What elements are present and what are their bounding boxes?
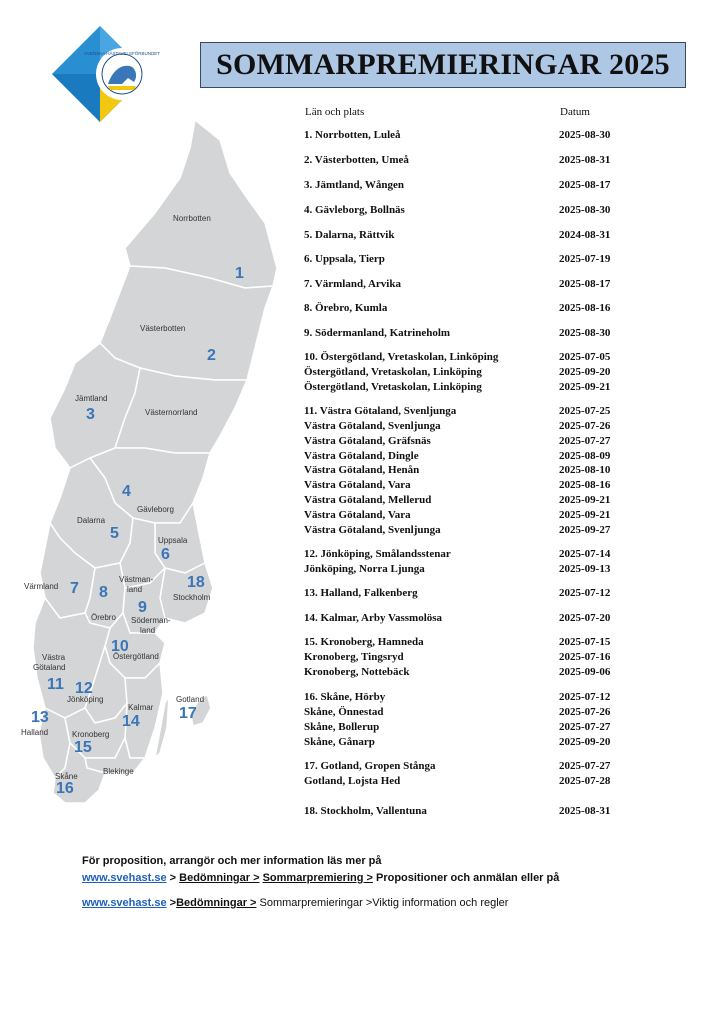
- table-row: [304, 228, 624, 243]
- map-label-blekinge: Blekinge: [103, 767, 134, 776]
- row-place: Skåne, Önnestad: [304, 706, 384, 718]
- map-label-uppsala: Uppsala: [158, 536, 188, 545]
- row-place: 5. Dalarna, Rättvik: [304, 229, 395, 241]
- map-label-kronoberg: Kronoberg: [72, 730, 110, 739]
- map-label-stockholm: Stockholm: [173, 593, 211, 602]
- map-number-4: 4: [122, 483, 131, 500]
- breadcrumb-separator: >: [166, 897, 177, 909]
- table-row: [304, 523, 624, 538]
- row-date: 2025-07-27: [559, 435, 611, 447]
- table-row: [304, 178, 624, 193]
- footer-intro: För proposition, arrangör och mer information läs mer på: [82, 855, 382, 867]
- table-row: [304, 449, 624, 464]
- map-number-15: 15: [74, 739, 92, 756]
- map-number-5: 5: [110, 525, 119, 542]
- table-row: [304, 804, 624, 819]
- table-row: [304, 277, 624, 292]
- row-date: 2025-07-25: [559, 405, 611, 417]
- title-box: [200, 42, 686, 88]
- footer-tail: Propositioner och anmälan eller på: [372, 872, 560, 884]
- map-number-13: 13: [31, 709, 49, 726]
- sommarpremiering-link[interactable]: Sommarpremiering >: [262, 872, 373, 884]
- row-date: 2024-08-31: [559, 229, 611, 241]
- row-date: 2025-09-21: [559, 509, 611, 521]
- row-date: 2025-08-30: [559, 129, 611, 141]
- table-row: [304, 326, 624, 341]
- row-date: 2025-07-28: [559, 775, 611, 787]
- table-row: [304, 434, 624, 449]
- row-place: 18. Stockholm, Vallentuna: [304, 805, 427, 817]
- table-row: [304, 203, 624, 218]
- map-label-vastmanland-2: land: [127, 585, 143, 594]
- logo-ring-text: SVENSKA HÄSTAVELSFÖRBUNDET: [83, 51, 161, 56]
- row-place: 10. Östergötland, Vretaskolan, Linköping: [304, 351, 499, 363]
- row-date: 2025-08-31: [559, 805, 611, 817]
- table-row: [304, 635, 624, 650]
- row-place: 9. Södermanland, Katrineholm: [304, 327, 451, 339]
- map-label-norrbotten: Norrbotten: [173, 214, 211, 223]
- row-date: 2025-09-21: [559, 381, 611, 393]
- table-row: [304, 735, 624, 750]
- map-label-halland: Halland: [21, 728, 49, 737]
- row-date: 2025-07-05: [559, 351, 611, 363]
- row-place: 8. Örebro, Kumla: [304, 302, 388, 314]
- row-place: 6. Uppsala, Tierp: [304, 253, 385, 265]
- row-date: 2025-09-27: [559, 524, 611, 536]
- footer-line-2: [82, 872, 559, 884]
- row-place: 11. Västra Götaland, Svenljunga: [304, 405, 457, 417]
- table-row: [304, 774, 624, 789]
- row-date: 2025-09-13: [559, 563, 611, 575]
- row-date: 2025-07-27: [559, 721, 611, 733]
- row-date: 2025-08-09: [559, 450, 611, 462]
- table-row: [304, 705, 624, 720]
- svehast-link[interactable]: www.svehast.se: [82, 897, 167, 909]
- table-row: [304, 562, 624, 577]
- row-date: 2025-08-16: [559, 302, 611, 314]
- row-place: 4. Gävleborg, Bollnäs: [304, 204, 405, 216]
- map-label-vastra-1: Västra: [42, 653, 66, 662]
- row-date: 2025-07-27: [559, 760, 611, 772]
- row-date: 2025-07-26: [559, 420, 611, 432]
- footer-line-3: [82, 897, 508, 909]
- footer-tail: Sommarpremieringar >Viktig information och regler: [256, 897, 509, 909]
- table-row: [304, 586, 624, 601]
- row-place: Västra Götaland, Dingle: [304, 450, 419, 462]
- map-label-skane: Skåne: [55, 772, 78, 781]
- region-norrbotten: [125, 120, 277, 288]
- map-number-17: 17: [179, 705, 197, 722]
- row-date: 2025-09-20: [559, 736, 611, 748]
- row-date: 2025-07-16: [559, 651, 611, 663]
- row-place: Kronoberg, Tingsryd: [304, 651, 404, 663]
- map-label-kalmar: Kalmar: [128, 703, 154, 712]
- row-date: 2025-08-30: [559, 327, 611, 339]
- table-row: [304, 547, 624, 562]
- map-number-1: 1: [235, 265, 244, 282]
- map-label-jonkoping: Jönköping: [67, 695, 104, 704]
- row-date: 2025-09-21: [559, 494, 611, 506]
- row-place: Skåne, Bollerup: [304, 721, 380, 733]
- row-place: 12. Jönköping, Smålandsstenar: [304, 548, 451, 560]
- row-date: 2025-07-14: [559, 548, 611, 560]
- row-date: 2025-08-31: [559, 154, 611, 166]
- row-date: 2025-07-20: [559, 612, 611, 624]
- column-header-place: Län och plats: [305, 106, 365, 118]
- table-row: [304, 350, 624, 365]
- map-label-jamtland: Jämtland: [75, 394, 108, 403]
- map-number-11: 11: [47, 676, 64, 693]
- row-date: 2025-07-19: [559, 253, 611, 265]
- table-row: [304, 759, 624, 774]
- row-date: 2025-07-12: [559, 691, 611, 703]
- map-number-18: 18: [187, 574, 205, 591]
- row-place: Östergötland, Vretaskolan, Linköping: [304, 366, 482, 378]
- map-number-9: 9: [138, 599, 147, 616]
- table-row: [304, 478, 624, 493]
- row-date: 2025-07-12: [559, 587, 611, 599]
- row-date: 2025-08-17: [559, 278, 611, 290]
- map-number-8: 8: [99, 584, 108, 601]
- row-place: 16. Skåne, Hörby: [304, 691, 386, 703]
- map-number-2: 2: [207, 347, 216, 364]
- bedomningar-link[interactable]: Bedömningar >: [179, 872, 260, 884]
- row-date: 2025-09-06: [559, 666, 611, 678]
- row-date: 2025-07-26: [559, 706, 611, 718]
- row-place: Jönköping, Norra Ljunga: [304, 563, 425, 575]
- row-place: Östergötland, Vretaskolan, Linköping: [304, 381, 482, 393]
- bedomningar-link[interactable]: Bedömningar >: [176, 897, 257, 909]
- row-place: 7. Värmland, Arvika: [304, 278, 401, 290]
- table-row: [304, 365, 624, 380]
- table-row: [304, 720, 624, 735]
- map-label-vasterbotten: Västerbotten: [140, 324, 186, 333]
- svehast-link[interactable]: www.svehast.se: [82, 872, 167, 884]
- map-number-7: 7: [70, 580, 79, 597]
- table-row: [304, 493, 624, 508]
- row-place: Västra Götaland, Svenljunga: [304, 420, 441, 432]
- table-row: [304, 650, 624, 665]
- row-place: 15. Kronoberg, Hamneda: [304, 636, 424, 648]
- breadcrumb-separator: >: [166, 872, 180, 884]
- map-label-gavleborg: Gävleborg: [137, 505, 174, 514]
- row-date: 2025-08-17: [559, 179, 611, 191]
- map-label-varmland: Värmland: [24, 582, 59, 591]
- map-label-orebro: Örebro: [91, 613, 116, 622]
- map-label-vasternorrland: Västernorrland: [145, 408, 198, 417]
- map-number-3: 3: [86, 406, 95, 423]
- map-label-dalarna: Dalarna: [77, 516, 106, 525]
- row-place: 14. Kalmar, Arby Vassmolösa: [304, 612, 443, 624]
- row-place: 3. Jämtland, Wången: [304, 179, 405, 191]
- table-row: [304, 508, 624, 523]
- row-date: 2025-09-20: [559, 366, 611, 378]
- row-place: Kronoberg, Nottebäck: [304, 666, 410, 678]
- table-row: [304, 419, 624, 434]
- page-title: SOMMARPREMIERINGAR 2025: [216, 48, 670, 81]
- svenska-hastavelsforbundet-logo: [48, 24, 161, 128]
- table-row: [304, 128, 624, 143]
- row-place: Västra Götaland, Mellerud: [304, 494, 432, 506]
- row-place: 2. Västerbotten, Umeå: [304, 154, 409, 166]
- map-number-6: 6: [161, 546, 170, 563]
- map-number-12: 12: [75, 680, 93, 697]
- map-number-16: 16: [56, 780, 74, 797]
- map-number-14: 14: [122, 713, 140, 730]
- map-number-10: 10: [111, 638, 129, 655]
- table-row: [304, 301, 624, 316]
- map-label-sodermanland-2: land: [140, 626, 156, 635]
- row-place: Västra Götaland, Svenljunga: [304, 524, 441, 536]
- map-label-sodermanland-1: Söderman-: [131, 616, 171, 625]
- table-row: [304, 404, 624, 419]
- sweden-map: [15, 118, 285, 808]
- row-date: 2025-07-15: [559, 636, 611, 648]
- map-label-ostergotland: Östergötland: [113, 652, 159, 661]
- map-label-vastmanland-1: Västman-: [119, 575, 154, 584]
- table-row: [304, 252, 624, 267]
- table-row: [304, 690, 624, 705]
- table-row: [304, 463, 624, 478]
- table-row: [304, 153, 624, 168]
- table-row: [304, 611, 624, 626]
- row-place: Gotland, Lojsta Hed: [304, 775, 401, 787]
- row-place: Västra Götaland, Vara: [304, 509, 411, 521]
- map-label-vastra-2: Götaland: [33, 663, 66, 672]
- row-date: 2025-08-16: [559, 479, 611, 491]
- row-place: Skåne, Gånarp: [304, 736, 375, 748]
- row-place: Västra Götaland, Henån: [304, 464, 420, 476]
- row-place: Västra Götaland, Gräfsnäs: [304, 435, 431, 447]
- row-place: Västra Götaland, Vara: [304, 479, 411, 491]
- row-date: 2025-08-10: [559, 464, 611, 476]
- row-place: 17. Gotland, Gropen Stånga: [304, 760, 436, 772]
- table-row: [304, 665, 624, 680]
- table-row: [304, 380, 624, 395]
- row-date: 2025-08-30: [559, 204, 611, 216]
- map-label-gotland: Gotland: [176, 695, 205, 704]
- row-place: 13. Halland, Falkenberg: [304, 587, 418, 599]
- row-place: 1. Norrbotten, Luleå: [304, 129, 401, 141]
- column-header-date: Datum: [560, 106, 590, 118]
